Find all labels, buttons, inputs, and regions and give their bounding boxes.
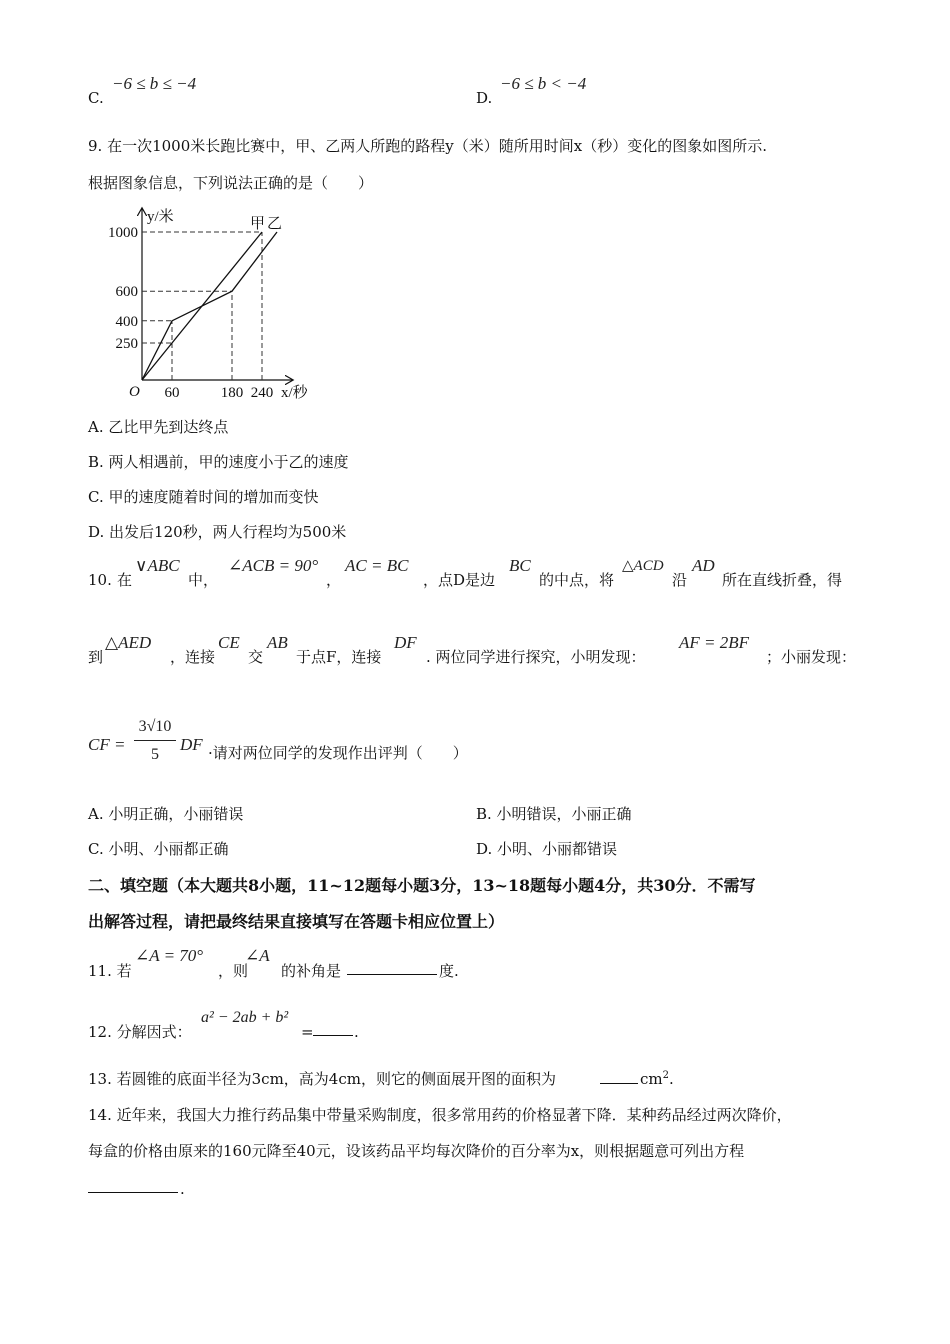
q10-text-zhong: 中，	[188, 571, 219, 589]
q11-angle-a-2: ∠A	[245, 946, 270, 965]
q14-answer-blank[interactable]	[88, 1192, 178, 1193]
q10-text-li: ；小丽发现：	[766, 648, 857, 666]
y-axis-label: y/米	[147, 209, 174, 225]
q10-text-judge: ·请对两位同学的发现作出评判（ ）	[208, 744, 468, 762]
series-label-yi: 乙	[267, 216, 283, 232]
y-tick-400: 400	[115, 313, 138, 330]
fraction-bar	[134, 740, 176, 741]
q10-text-explore: . 两位同学进行探究，小明发现：	[426, 648, 646, 666]
q9-stem-line2: 根据图象信息，下列说法正确的是（ ）	[88, 174, 374, 192]
q10-ce: CE	[218, 633, 240, 652]
q10-text-f: 于点F，连接	[296, 648, 382, 666]
q10-text-mid: 的中点，将	[539, 571, 615, 589]
tick-labels	[108, 225, 273, 401]
q10-option-b: B. 小明错误，小丽正确	[476, 805, 632, 823]
q11-text-then: ，则	[218, 962, 249, 980]
x-axis-label: x/秒	[281, 385, 308, 401]
fraction-denominator: 5	[151, 746, 159, 763]
q9-option-d: D. 出发后120秒，两人行程均为500米	[88, 523, 347, 541]
q8-option-c-label: C.	[88, 89, 104, 107]
distance-time-chart	[95, 203, 325, 408]
q9-option-c: C. 甲的速度随着时间的增加而变快	[88, 488, 319, 506]
x-tick-60: 60	[164, 385, 180, 401]
q10-text-fold: 所在直线折叠，得	[722, 571, 843, 589]
q12-equals: =	[301, 1023, 314, 1041]
q10-angle-acb: ∠ACB = 90°	[228, 556, 319, 575]
q10-text-dao: 到	[88, 648, 104, 666]
x-tick-180: 180	[220, 385, 244, 401]
q10-ac-eq-bc: AC = BC	[345, 556, 409, 575]
q10-text-link: ，连接	[170, 648, 216, 666]
q11-answer-blank[interactable]	[347, 974, 437, 975]
q10-option-c: C. 小明、小丽都正确	[88, 840, 229, 858]
q10-cf: CF =	[88, 735, 126, 754]
q10-ab: AB	[267, 633, 288, 652]
q11-prefix: 11. 若	[88, 962, 132, 980]
q10-number: 10.	[88, 571, 112, 589]
q14-line2: 每盒的价格由原来的160元降至40元，设该药品平均每次降价的百分率为x，则根据题意可列出方程	[88, 1142, 745, 1160]
q11-angle-a: ∠A = 70°	[135, 946, 204, 965]
y-tick-250: 250	[115, 336, 138, 352]
q9-stem-line1: 9. 在一次1000米长跑比赛中，甲、乙两人所跑的路程y（米）随所用时间x（秒）变化的图象如图所示.	[88, 137, 767, 155]
series-line-yi	[142, 232, 277, 380]
q10-triangle-aed: △AED	[105, 633, 152, 652]
q11-text-degree: 度.	[439, 962, 459, 980]
q14-period: .	[180, 1180, 185, 1198]
q10-triangle-abc: ∨ABC	[135, 556, 180, 575]
series-group	[142, 232, 277, 380]
q10-text-along: 沿	[672, 571, 688, 589]
q10-df-2: DF	[180, 735, 203, 754]
q12-expression: a² − 2ab + b²	[201, 1009, 289, 1026]
q8-option-d-label: D.	[476, 89, 493, 107]
q13-unit: $cm^2$.	[640, 1070, 674, 1088]
q10-option-d: D. 小明、小丽都错误	[476, 840, 618, 858]
q10-ad: AD	[692, 556, 715, 575]
q13-text: 13. 若圆锥的底面半径为3cm，高为4cm，则它的侧面展开图的面积为	[88, 1070, 556, 1088]
section2-heading-line2: 出解答过程，请把最终结果直接填写在答题卡相应位置上）	[88, 912, 505, 931]
q10-triangle-acd: △ACD	[622, 558, 664, 574]
series-label-jia: 甲	[250, 216, 266, 232]
x-tick-240: 240	[250, 385, 274, 401]
section2-heading-line1: 二、填空题（本大题共8小题，11~12题每小题3分，13~18题每小题4分，共30分．不需写	[88, 876, 756, 895]
q12-period: .	[354, 1023, 359, 1041]
origin-label: O	[129, 384, 140, 400]
q13-answer-blank[interactable]	[600, 1083, 638, 1084]
q10-text-jiao: 交	[248, 648, 264, 666]
q10-af-eq-2bf: AF = 2BF	[679, 633, 750, 652]
y-tick-1000: 1000	[108, 225, 138, 241]
q10-comma: ，	[326, 571, 342, 589]
q8-option-c-expr: −6 ≤ b ≤ −4	[112, 74, 197, 93]
fraction-numerator: 3√10	[138, 718, 172, 735]
q9-option-a: A. 乙比甲先到达终点	[88, 418, 229, 436]
q11-text-supplement: 的补角是	[281, 962, 342, 980]
q12-answer-blank[interactable]	[313, 1035, 353, 1036]
q8-option-d-expr: −6 ≤ b < −4	[500, 74, 587, 93]
y-tick-600: 600	[115, 284, 138, 301]
q10-option-a: A. 小明正确，小丽错误	[88, 805, 244, 823]
q10-bc: BC	[509, 556, 531, 575]
q10-df: DF	[394, 633, 417, 652]
q10-text-point: ，点D是边	[423, 571, 496, 589]
q14-line1: 14. 近年来，我国大力推行药品集中带量采购制度，很多常用药的价格显著下降．某种药品经过两次降价，	[88, 1106, 792, 1124]
q9-option-b: B. 两人相遇前，甲的速度小于乙的速度	[88, 453, 349, 471]
q12-prefix: 12. 分解因式：	[88, 1023, 192, 1041]
q10-text-zai: 在	[117, 571, 133, 589]
